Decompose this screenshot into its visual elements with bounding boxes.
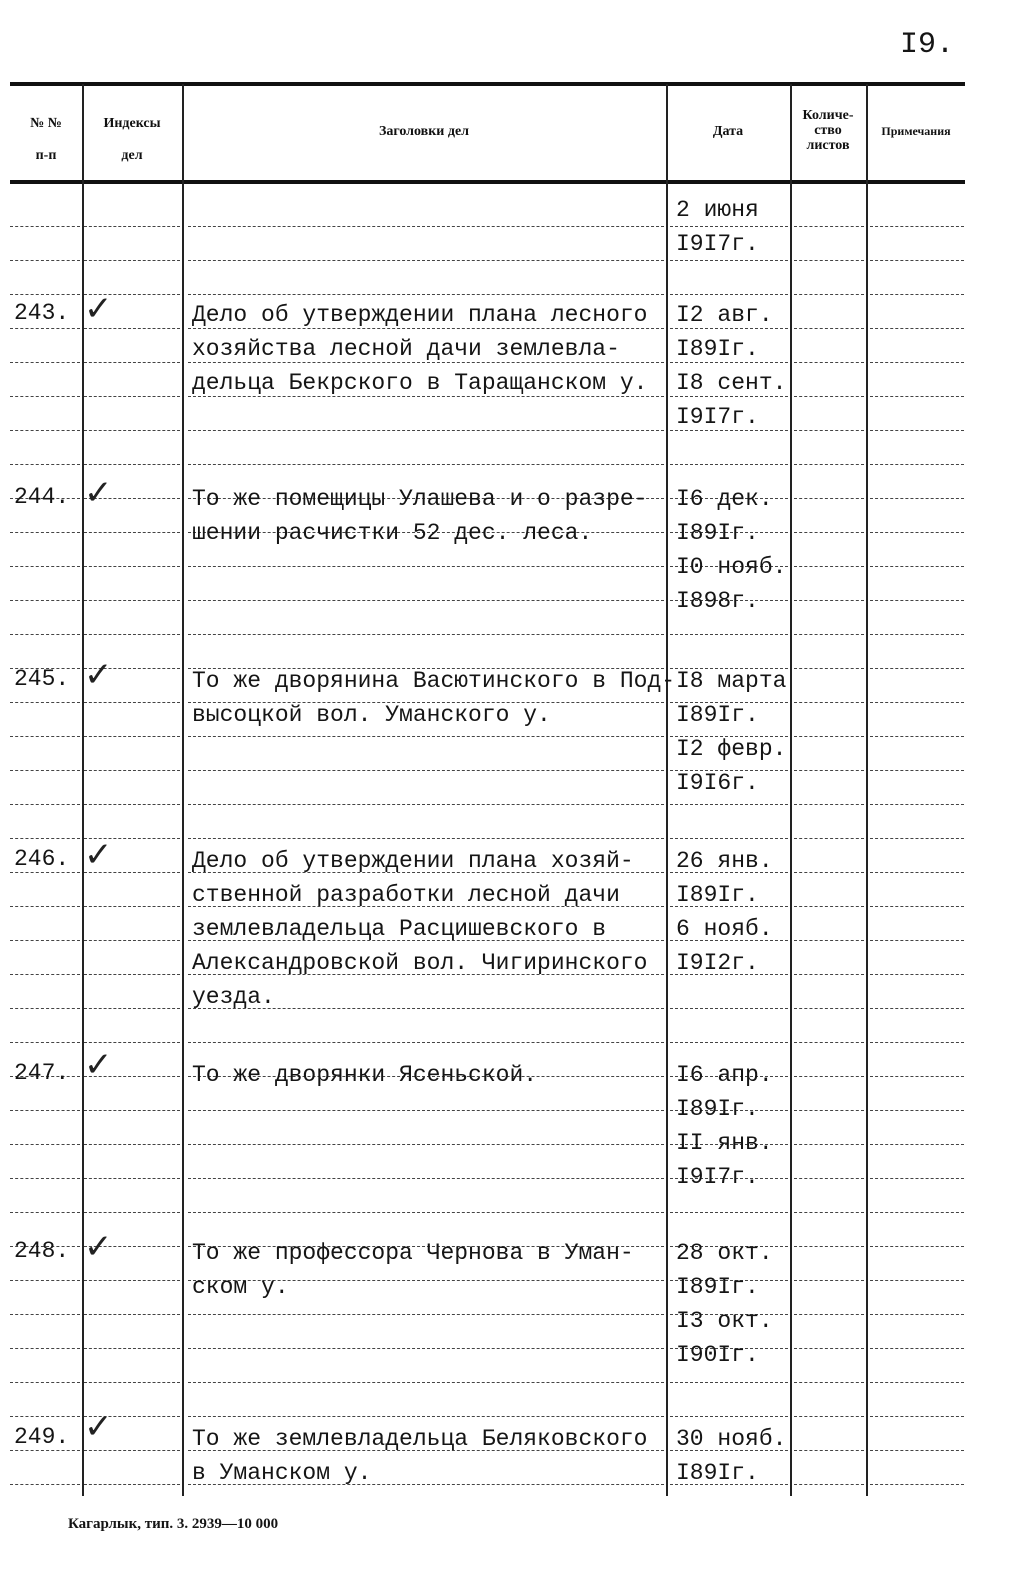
title-line: дельца Бекрского в Таращанском у.	[192, 370, 648, 396]
ruled-line	[84, 1110, 180, 1111]
ruled-line	[10, 1280, 80, 1281]
ruled-line	[10, 1178, 80, 1179]
entry-title	[192, 298, 647, 400]
date-line: I8 марта	[676, 668, 787, 694]
ruled-line	[84, 634, 180, 635]
ruled-line	[188, 804, 664, 805]
entry-number: 246.	[14, 846, 70, 872]
ruled-line	[870, 974, 964, 975]
ruled-line	[670, 1042, 788, 1043]
ruled-line	[10, 1450, 80, 1451]
ruled-line	[10, 1212, 80, 1213]
ruled-line	[794, 1076, 864, 1077]
entry-dates	[676, 1422, 786, 1490]
title-line: шении расчистки 52 дес. леса.	[192, 520, 593, 546]
date-line: I898г.	[676, 588, 759, 614]
page-number: I9.	[900, 28, 955, 62]
date-line: I89Iг.	[676, 520, 759, 546]
ruled-line	[794, 736, 864, 737]
ruled-line	[794, 1042, 864, 1043]
ruled-line	[84, 1348, 180, 1349]
ruled-line	[794, 940, 864, 941]
ruled-line	[10, 872, 80, 873]
date-line: I0 нояб.	[676, 554, 787, 580]
ruled-line	[188, 294, 664, 295]
ruled-line	[84, 1314, 180, 1315]
date-line: I2 авг.	[676, 302, 773, 328]
ruled-line	[870, 1008, 964, 1009]
entry-number: 249.	[14, 1424, 70, 1450]
ruled-line	[10, 328, 80, 329]
title-line: в Уманском у.	[192, 1460, 372, 1486]
ruled-line	[10, 260, 80, 261]
ruled-line	[10, 1416, 80, 1417]
ruled-line	[670, 1212, 788, 1213]
ruled-line	[10, 1382, 80, 1383]
entry-dates	[676, 664, 786, 800]
date-line: I2 февр.	[676, 736, 787, 762]
header-sheet-count: Количе- ство листов	[802, 108, 854, 153]
ruled-line	[670, 804, 788, 805]
ruled-line	[188, 1144, 664, 1145]
ruled-line	[870, 1076, 964, 1077]
ruled-line	[188, 634, 664, 635]
check-mark: ✓	[84, 473, 113, 513]
title-line: ском у.	[192, 1274, 289, 1300]
ruled-line	[10, 1144, 80, 1145]
ruled-line	[670, 294, 788, 295]
date-line: I90Iг.	[676, 1342, 759, 1368]
ruled-line	[84, 464, 180, 465]
ruled-line	[870, 736, 964, 737]
ruled-line	[10, 600, 80, 601]
ruled-line	[188, 464, 664, 465]
ruled-line	[10, 294, 80, 295]
ruled-line	[794, 906, 864, 907]
ruled-line	[84, 1212, 180, 1213]
ruled-line	[870, 1042, 964, 1043]
ruled-line	[10, 1348, 80, 1349]
printer-imprint: Кагарлык, тип. 3. 2939—10 000	[68, 1516, 279, 1532]
ruled-line	[870, 328, 964, 329]
ruled-line	[84, 974, 180, 975]
ruled-line	[84, 600, 180, 601]
ruled-line	[84, 940, 180, 941]
header-bottom-rule	[10, 180, 965, 184]
title-line: То же помещицы Улашева и о разре-	[192, 486, 648, 512]
entry-dates	[676, 1236, 773, 1372]
ruled-line	[794, 872, 864, 873]
ruled-line	[794, 362, 864, 363]
ruled-line	[870, 464, 964, 465]
date-line: 2 июня	[676, 197, 759, 223]
ruled-line	[870, 804, 964, 805]
entry-title	[192, 1422, 647, 1490]
ruled-line	[10, 702, 80, 703]
ruled-line	[10, 838, 80, 839]
date-line: I89Iг.	[676, 336, 759, 362]
title-line: уезда.	[192, 984, 275, 1010]
ruled-line	[84, 1382, 180, 1383]
ruled-line	[794, 1450, 864, 1451]
check-mark: ✓	[84, 1407, 113, 1447]
ruled-line	[84, 1484, 180, 1485]
ruled-line	[188, 770, 664, 771]
ruled-line	[794, 226, 864, 227]
ruled-line	[870, 702, 964, 703]
ruled-line	[870, 294, 964, 295]
ruled-line	[870, 940, 964, 941]
date-line: 6 нояб.	[676, 916, 773, 942]
title-line: землевладельца Расцишевского в	[192, 916, 607, 942]
ruled-line	[794, 1212, 864, 1213]
ruled-line	[794, 464, 864, 465]
ruled-line	[84, 736, 180, 737]
ruled-line	[10, 770, 80, 771]
ruled-line	[670, 1416, 788, 1417]
ruled-line	[794, 770, 864, 771]
ruled-line	[10, 974, 80, 975]
ruled-line	[794, 702, 864, 703]
title-line: Дело об утверждении плана лесного	[192, 302, 648, 328]
ruled-line	[10, 634, 80, 635]
check-mark: ✓	[84, 835, 113, 875]
date-line: I9I7г.	[676, 404, 759, 430]
check-mark: ✓	[84, 1227, 113, 1267]
ruled-line	[188, 430, 664, 431]
ruled-line	[84, 906, 180, 907]
ruled-line	[794, 634, 864, 635]
ruled-line	[870, 1178, 964, 1179]
column-divider	[666, 84, 668, 1496]
ruled-line	[870, 906, 964, 907]
table-top-rule	[10, 82, 965, 86]
ruled-line	[794, 600, 864, 601]
entry-dates	[676, 482, 786, 618]
ruled-line	[870, 1144, 964, 1145]
ruled-line	[870, 566, 964, 567]
ruled-line	[794, 1382, 864, 1383]
entry-number: 244.	[14, 484, 70, 510]
ruled-line	[188, 1416, 664, 1417]
ruled-line	[870, 430, 964, 431]
ruled-line	[188, 260, 664, 261]
date-line: I9I2г.	[676, 950, 759, 976]
ruled-line	[84, 1178, 180, 1179]
ruled-line	[188, 226, 664, 227]
ruled-line	[794, 1144, 864, 1145]
ruled-line	[870, 634, 964, 635]
ruled-line	[10, 804, 80, 805]
title-line: То же землевладельца Беляковского	[192, 1426, 648, 1452]
entry-title	[192, 664, 675, 732]
ruled-line	[794, 1246, 864, 1247]
ruled-line	[794, 430, 864, 431]
date-line: 26 янв.	[676, 848, 773, 874]
entry-title	[192, 1058, 537, 1092]
date-line: 30 нояб.	[676, 1426, 787, 1452]
date-line: II янв.	[676, 1130, 773, 1156]
ruled-line	[870, 498, 964, 499]
ruled-line	[188, 1178, 664, 1179]
ruled-line	[84, 532, 180, 533]
ruled-line	[870, 532, 964, 533]
ruled-line	[794, 260, 864, 261]
entry-dates	[676, 1058, 773, 1194]
ruled-line	[188, 736, 664, 737]
date-line: 28 окт.	[676, 1240, 773, 1266]
entry-title	[192, 844, 647, 1014]
ruled-line	[870, 1110, 964, 1111]
ruled-line	[188, 566, 664, 567]
date-line: I9I7г.	[676, 1164, 759, 1190]
ruled-line	[84, 1144, 180, 1145]
ruled-line	[84, 702, 180, 703]
ruled-line	[794, 668, 864, 669]
ruled-line	[10, 906, 80, 907]
ruled-line	[84, 362, 180, 363]
ruled-line	[84, 430, 180, 431]
ruled-line	[870, 1246, 964, 1247]
ruled-line	[794, 1110, 864, 1111]
check-mark: ✓	[84, 289, 113, 329]
ruled-line	[870, 1416, 964, 1417]
entry-title	[192, 1236, 634, 1304]
header-index: Индексы дел	[103, 116, 161, 163]
ruled-line	[794, 1484, 864, 1485]
date-line: I6 дек.	[676, 486, 773, 512]
ruled-line	[84, 770, 180, 771]
entry-dates	[676, 844, 773, 980]
ruled-line	[870, 668, 964, 669]
title-line: То же дворянки Ясеньской.	[192, 1062, 538, 1088]
title-line: ственной разработки лесной дачи	[192, 882, 620, 908]
column-divider	[866, 84, 868, 1496]
ruled-line	[870, 1382, 964, 1383]
date-line: I3 окт.	[676, 1308, 773, 1334]
ruled-line	[188, 1110, 664, 1111]
ruled-line	[84, 566, 180, 567]
ruled-line	[10, 464, 80, 465]
ruled-line	[10, 566, 80, 567]
ruled-line	[188, 1348, 664, 1349]
date-line: I89Iг.	[676, 1096, 759, 1122]
ruled-line	[84, 1280, 180, 1281]
ruled-line	[10, 1110, 80, 1111]
date-line: I9I6г.	[676, 770, 759, 796]
ruled-line	[794, 1314, 864, 1315]
date-line: I9I7г.	[676, 231, 759, 257]
title-line: То же дворянина Васютинского в Под-	[192, 668, 676, 694]
ruled-line	[794, 1178, 864, 1179]
ruled-line	[870, 1348, 964, 1349]
date-line: I89Iг.	[676, 882, 759, 908]
ruled-line	[794, 328, 864, 329]
date-line: I89Iг.	[676, 1460, 759, 1486]
ruled-line	[10, 532, 80, 533]
date-line: I8 сент.	[676, 370, 787, 396]
title-line: хозяйства лесной дачи землевла-	[192, 336, 620, 362]
column-divider	[182, 84, 184, 1496]
ruled-line	[10, 1042, 80, 1043]
ruled-line	[870, 1314, 964, 1315]
ruled-line	[870, 1280, 964, 1281]
ruled-line	[84, 260, 180, 261]
header-notes: Примечания	[881, 124, 951, 138]
ruled-line	[870, 226, 964, 227]
entry-number: 245.	[14, 666, 70, 692]
ruled-line	[84, 226, 180, 227]
ruled-line	[794, 1348, 864, 1349]
ruled-line	[84, 1450, 180, 1451]
title-line: То же профессора Чернова в Уман-	[192, 1240, 634, 1266]
ruled-line	[84, 804, 180, 805]
ruled-line	[794, 838, 864, 839]
ruled-line	[670, 634, 788, 635]
ruled-line	[188, 1382, 664, 1383]
ruled-line	[870, 362, 964, 363]
check-mark: ✓	[84, 1045, 113, 1085]
ruled-line	[10, 396, 80, 397]
ruled-line	[188, 600, 664, 601]
entry-number: 248.	[14, 1238, 70, 1264]
title-line: Дело об утверждении плана хозяй-	[192, 848, 634, 874]
ruled-line	[870, 260, 964, 261]
continuation-dates	[676, 193, 759, 261]
ruled-line	[870, 600, 964, 601]
ruled-line	[10, 430, 80, 431]
ruled-line	[794, 532, 864, 533]
ruled-line	[794, 294, 864, 295]
ruled-line	[794, 974, 864, 975]
entry-dates	[676, 298, 786, 434]
ruled-line	[84, 1042, 180, 1043]
ruled-line	[870, 770, 964, 771]
title-line: Александровской вол. Чигиринского	[192, 950, 648, 976]
entry-number: 243.	[14, 300, 70, 326]
ruled-line	[188, 1042, 664, 1043]
date-line: I89Iг.	[676, 1274, 759, 1300]
ruled-line	[794, 396, 864, 397]
ruled-line	[670, 1382, 788, 1383]
ruled-line	[84, 396, 180, 397]
ruled-line	[870, 396, 964, 397]
ruled-line	[794, 498, 864, 499]
check-mark: ✓	[84, 655, 113, 695]
ruled-line	[794, 1280, 864, 1281]
ruled-line	[870, 1212, 964, 1213]
ruled-line	[10, 226, 80, 227]
ruled-line	[870, 1484, 964, 1485]
ruled-line	[794, 1416, 864, 1417]
column-divider	[790, 84, 792, 1496]
ruled-line	[794, 804, 864, 805]
ruled-line	[794, 566, 864, 567]
ruled-line	[10, 940, 80, 941]
ruled-line	[670, 464, 788, 465]
ruled-line	[794, 1008, 864, 1009]
ruled-line	[10, 362, 80, 363]
ruled-line	[870, 872, 964, 873]
ruled-line	[870, 1450, 964, 1451]
ruled-line	[188, 1212, 664, 1213]
ruled-line	[670, 1008, 788, 1009]
ruled-line	[188, 838, 664, 839]
ruled-line	[84, 1008, 180, 1009]
ruled-line	[10, 1008, 80, 1009]
ruled-line	[10, 736, 80, 737]
ruled-line	[10, 1484, 80, 1485]
header-title: Заголовки дел	[378, 124, 470, 139]
header-date: Дата	[712, 124, 744, 139]
header-number: № № п-п	[30, 116, 62, 163]
date-line: I6 апр.	[676, 1062, 773, 1088]
ruled-line	[670, 838, 788, 839]
entry-title	[192, 482, 647, 550]
title-line: высоцкой вол. Уманского у.	[192, 702, 551, 728]
ruled-line	[10, 1314, 80, 1315]
ruled-line	[870, 838, 964, 839]
entry-number: 247.	[14, 1060, 70, 1086]
date-line: I89Iг.	[676, 702, 759, 728]
ruled-line	[188, 1314, 664, 1315]
